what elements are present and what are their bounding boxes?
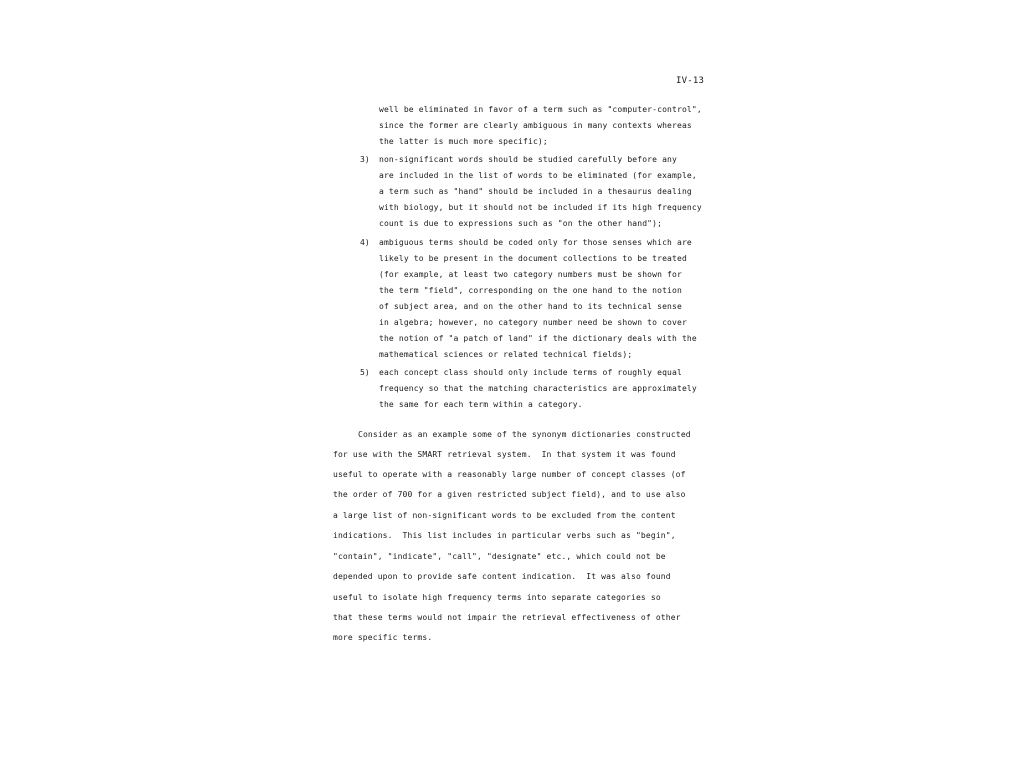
list-item-4-line-8: mathematical sciences or related technical fields); — [379, 350, 633, 359]
paragraph-line-6: indications. This list includes in particular verbs such as "begin", — [333, 531, 676, 540]
list-item-number-3: 3) — [360, 155, 370, 164]
page-number: IV-13 — [676, 76, 705, 86]
paragraph-line-1: Consider as an example some of the synonym dictionaries constructed — [358, 430, 691, 439]
list-item-3-line-2: are included in the list of words to be eliminated (for example, — [379, 171, 697, 180]
continuation-line-2: since the former are clearly ambiguous in many contexts whereas — [379, 121, 692, 130]
list-item-4-line-1: ambiguous terms should be coded only for those senses which are — [379, 238, 692, 247]
list-item-4-line-3: (for example, at least two category numbers must be shown for — [379, 270, 682, 279]
list-item-3-line-5: count is due to expressions such as "on the other hand"); — [379, 219, 663, 228]
paragraph-line-8: depended upon to provide safe content indication. It was also found — [333, 572, 671, 581]
list-item-3-line-3: a term such as "hand" should be included in a thesaurus dealing — [379, 187, 692, 196]
list-item-4-line-7: the notion of "a patch of land" if the dictionary deals with the — [379, 334, 697, 343]
list-item-4-line-4: the term "field", corresponding on the one hand to the notion — [379, 286, 682, 295]
list-item-5-line-1: each concept class should only include terms of roughly equal — [379, 368, 682, 377]
list-item-number-5: 5) — [360, 368, 370, 377]
paragraph-line-3: useful to operate with a reasonably large number of concept classes (of — [333, 470, 686, 479]
paragraph-line-10: that these terms would not impair the retrieval effectiveness of other — [333, 613, 681, 622]
paragraph-line-5: a large list of non-significant words to be excluded from the content — [333, 511, 676, 520]
list-item-4-line-6: in algebra; however, no category number need be shown to cover — [379, 318, 687, 327]
list-item-3-line-4: with biology, but it should not be included if its high frequency — [379, 203, 702, 212]
list-item-4-line-5: of subject area, and on the other hand to its technical sense — [379, 302, 682, 311]
paragraph-line-4: the order of 700 for a given restricted subject field), and to use also — [333, 490, 686, 499]
continuation-line-3: the latter is much more specific); — [379, 137, 548, 146]
list-item-3-line-1: non-significant words should be studied carefully before any — [379, 155, 677, 164]
list-item-number-4: 4) — [360, 238, 370, 247]
list-item-4-line-2: likely to be present in the document collections to be treated — [379, 254, 687, 263]
paragraph-line-7: "contain", "indicate", "call", "designate" etc., which could not be — [333, 552, 666, 561]
paragraph-line-9: useful to isolate high frequency terms into separate categories so — [333, 593, 661, 602]
list-item-5-line-2: frequency so that the matching characteristics are approximately — [379, 384, 697, 393]
paragraph-line-11: more specific terms. — [333, 633, 433, 642]
continuation-line-1: well be eliminated in favor of a term such as "computer-control", — [379, 105, 702, 114]
paragraph-line-2: for use with the SMART retrieval system. In that system it was found — [333, 450, 676, 459]
list-item-5-line-3: the same for each term within a category. — [379, 400, 583, 409]
